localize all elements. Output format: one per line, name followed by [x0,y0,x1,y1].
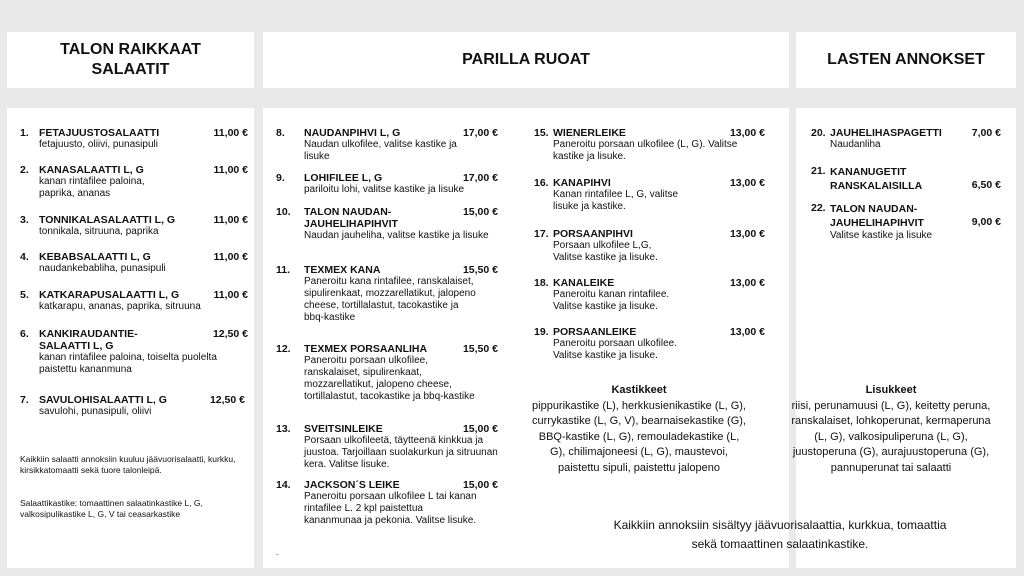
menu-item [534,127,765,163]
item-name: TALON NAUDAN-JAUHELIHAPIHVIT [304,206,398,230]
menu-item [811,127,1001,151]
menu-item [276,172,498,196]
item-description: Naudan ulkofilee, valitse kastike ja lisuke [304,139,457,162]
item-price: 12,50 € [209,394,245,406]
item-price: 11,00 € [213,164,248,176]
menu-item [534,228,765,264]
menu-item [276,423,498,471]
item-price: 15,50 € [462,343,498,355]
sauces-title: Kastikkeet [611,384,667,396]
kids-title: LASTEN ANNOKSET [827,51,985,68]
item-number: 1. [20,127,29,139]
item-number: 16. [534,177,549,189]
item-name: SAVULOHISALAATTI L, G [39,394,167,406]
item-price: 15,00 € [462,423,498,435]
item-description: Paneroitu kanan rintafilee. Valitse kastike ja lisuke. [553,289,670,312]
item-number: 11. [276,264,291,276]
menu-item [276,343,498,403]
item-name: PORSAANLEIKE [553,326,637,338]
item-description: Paneroitu porsaan ulkofilee (L, G). Valitse kastike ja lisuke. [553,139,738,162]
item-price: 13,00 € [729,127,765,139]
menu-item [20,127,248,151]
item-price: 13,00 € [729,277,765,289]
menu-item [20,164,248,200]
menu-item [811,165,1001,193]
item-name: TALON NAUDAN-JAUHELIHAPIHVIT [830,203,924,229]
item-name: TONNIKALASALAATTI L, G [39,214,176,226]
item-number: 19. [534,326,549,338]
item-number: 2. [20,164,29,176]
item-price: 7,00 € [971,127,1001,139]
item-price: 6,50 € [971,179,1001,191]
header-kids [796,32,1016,88]
item-number: 7. [20,394,29,406]
menu-item [276,127,498,163]
item-name: KANAPIHVI [553,177,611,189]
menu-item [534,326,765,362]
item-description: Paneroitu porsaan ulkofilee, ranskalaiset, sipulirenkaat, mozzarellatikut, jalopeno cheese, tortillalastut, tacokastike ja bbq-kastike [304,355,475,402]
item-description: kanan rintafilee paloina, paprika, ananas [39,176,145,199]
item-number: 22. [811,202,826,214]
item-name: KANANUGETIT RANSKALAISILLA [830,166,923,192]
item-price: 17,00 € [462,172,498,184]
menu-item [20,251,248,275]
item-price: 17,00 € [462,127,498,139]
salad-dressing-note: Salaattikastike: tomaattinen salaatinkastike L, G, valkosipulikastike L, G, V tai ceasarkastike [20,498,203,519]
item-name: KATKARAPUSALAATTI L, G [39,289,180,301]
item-description: kanan rintafilee paloina, toiselta puolelta paistettu kananmuna [39,352,217,375]
item-name: NAUDANPIHVI L, G [304,127,401,139]
item-description: Kanan rintafilee L, G, valitse lisuke ja kastike. [553,189,679,212]
item-name: WIENERLEIKE [553,127,626,139]
item-price: 13,00 € [729,177,765,189]
item-price: 11,00 € [213,127,248,139]
item-price: 15,00 € [462,206,498,218]
menu-item [20,394,245,418]
item-name: PORSAANPIHVI [553,228,633,240]
item-price: 11,00 € [213,289,248,301]
item-number: 14. [276,479,291,491]
item-number: 3. [20,214,29,226]
item-number: 20. [811,127,826,139]
item-price: 13,00 € [729,228,765,240]
item-number: 17. [534,228,549,240]
item-number: 15. [534,127,549,139]
item-description: savulohi, punasipuli, oliivi [39,406,152,417]
item-description: Paneroitu porsaan ulkofilee. Valitse kastike ja lisuke. [553,338,677,361]
item-price: 15,00 € [462,479,498,491]
sides-section [784,383,998,476]
item-number: 5. [20,289,29,301]
sauces-list: pippurikastike (L), herkkusienikastike (L, G), currykastike (L, G, V), bearnaisekastike (G), BBQ-kastike (L, G), remouladekastike (L, G), chilimajoneesi (L, G), maustevoi, paistettu sipuli, paistettu jalopeno [532,399,746,474]
item-description: Paneroitu kana rintafilee, ranskalaiset, sipulirenkaat, mozzarellatikut, jalopeno cheese, tortillalastut, tacokastike ja bbq-kastike [304,276,476,323]
salad-note: Kaikkiin salaatti annoksiin kuuluu jäävuorisalaatti, kurkku, kirsikkatomaatti sekä tuore talonleipä. [20,454,236,475]
sides-title: Lisukkeet [865,384,917,396]
sides-list: riisi, perunamuusi (L, G), keitetty peruna, ranskalaiset, lohkoperunat, kermaperuna (L, G), valkosipuliperuna (L, G), juustoperuna (G), aurajuustoperuna (G), pannuperunat tai salaatti [791,399,991,474]
item-number: 18. [534,277,549,289]
item-description: Porsaan ulkofilee L,G, Valitse kastike ja lisuke. [553,240,658,263]
item-number: 4. [20,251,29,263]
item-number: 10. [276,206,291,218]
salads-title: TALON RAIKKAAT SALAATIT [60,41,201,78]
item-description: Paneroitu porsaan ulkofilee L tai kanan rintafilee L. 2 kpl paistettua kananmunaa ja pekonia. Valitse lisuke. [304,491,477,526]
menu-item [276,206,498,242]
grill-title: PARILLA RUOAT [462,51,590,68]
item-price: 9,00 € [971,216,1001,228]
item-name: JAUHELIHASPAGETTI [830,127,942,139]
item-number: 8. [276,127,285,139]
item-name: KANKIRAUDANTIE-SALAATTI L, G [39,328,138,352]
item-number: 9. [276,172,285,184]
item-number: 12. [276,343,291,355]
sauces-section [532,383,746,476]
item-name: JACKSON´S LEIKE [304,479,400,491]
menu-item [20,328,248,376]
menu-item [20,214,248,238]
item-description: naudankebabliha, punasipuli [39,263,166,274]
item-name: TEXMEX PORSAANLIHA [304,343,428,355]
item-name: KEBABSALAATTI L, G [39,251,151,263]
item-description: pariloitu lohi, valitse kastike ja lisuke [304,184,465,195]
item-price: 15,50 € [462,264,498,276]
item-price: 13,00 € [729,326,765,338]
item-price: 11,00 € [213,214,248,226]
item-number: 6. [20,328,29,340]
item-name: FETAJUUSTOSALAATTI [39,127,160,139]
item-number: 21. [811,165,826,177]
menu-item [20,289,248,313]
item-description: Naudanliha [830,139,881,150]
menu-item [276,264,498,324]
header-grill [263,32,789,88]
item-name: KANASALAATTI L, G [39,164,144,176]
stray-dot: . [276,547,279,557]
item-description: katkarapu, ananas, paprika, sitruuna [39,301,201,312]
item-price: 12,50 € [212,328,248,340]
item-description: Porsaan ulkofileetä, täytteenä kinkkua ja juustoa. Tarjoillaan suolakurkun ja sitruunan kera. Valitse lisuke. [304,435,498,470]
item-name: SVEITSINLEIKE [304,423,383,435]
item-name: TEXMEX KANA [304,264,381,276]
menu-item [811,202,1001,242]
item-number: 13. [276,423,291,435]
item-description: Naudan jauheliha, valitse kastike ja lisuke [304,230,489,241]
item-name: KANALEIKE [553,277,615,289]
item-name: LOHIFILEE L, G [304,172,383,184]
menu-item [534,277,765,313]
item-description: Valitse kastike ja lisuke [830,230,933,241]
item-description: tonnikala, sitruuna, paprika [39,226,159,237]
menu-item [534,177,765,213]
item-description: fetajuusto, oliivi, punasipuli [39,139,158,150]
footer-note: Kaikkiin annoksiin sisältyy jäävuorisalaattia, kurkkua, tomaattia sekä tomaattinen salaatinkastike. [613,518,947,551]
item-price: 11,00 € [213,251,248,263]
header-salads [7,32,254,88]
menu-item [276,479,498,527]
